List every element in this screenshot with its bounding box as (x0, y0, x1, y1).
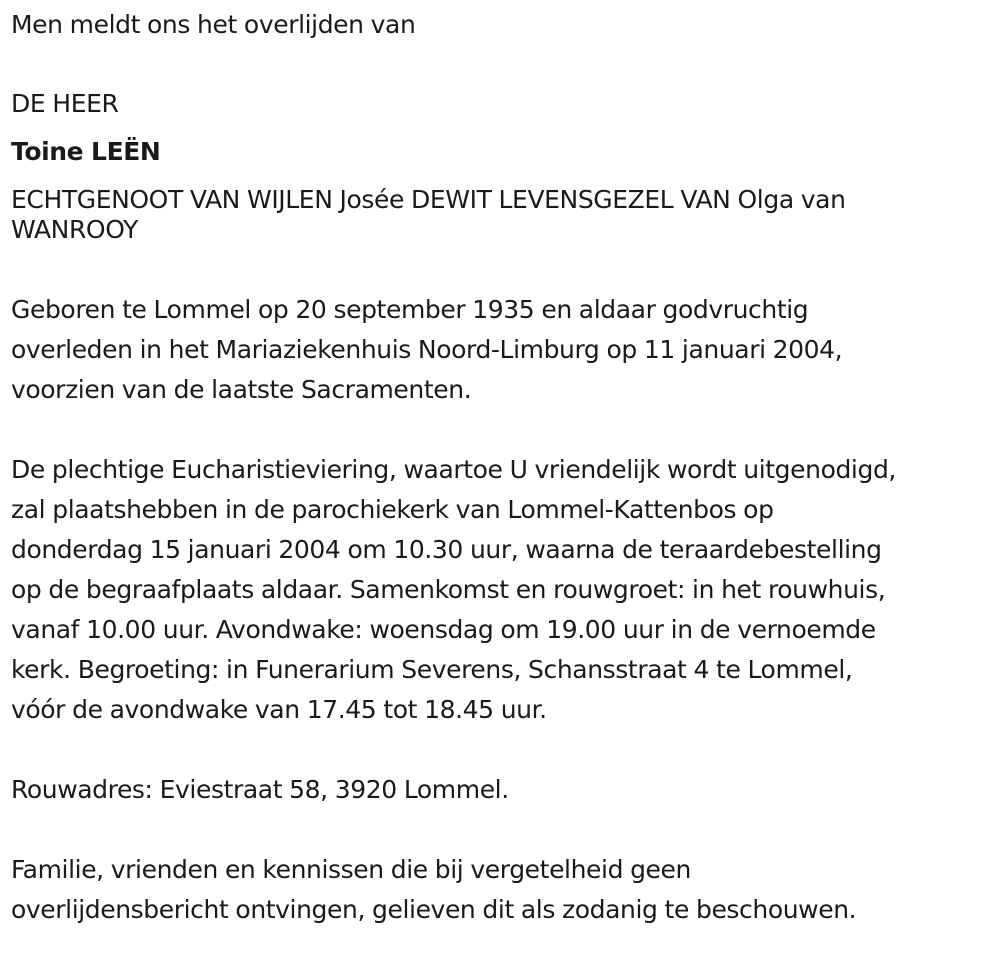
paragraph-line: zal plaatshebben in de parochiekerk van Lommel-Kattenbos op (11, 495, 774, 524)
paragraph-line: vóór de avondwake van 17.45 tot 18.45 uur. (11, 695, 547, 724)
relation-line: ECHTGENOOT VAN WIJLEN Josée DEWIT LEVENSGEZEL VAN Olga van (11, 185, 846, 214)
paragraph-line: overlijdensbericht ontvingen, gelieven dit als zodanig te beschouwen. (11, 895, 857, 924)
paragraph-line: De plechtige Eucharistieviering, waartoe U vriendelijk wordt uitgenodigd, (11, 455, 896, 484)
intro-text: Men meldt ons het overlijden van (11, 10, 416, 39)
address-paragraph (11, 770, 991, 810)
paragraph-line: donderdag 15 januari 2004 om 10.30 uur, waarna de teraardebestelling (11, 535, 882, 564)
paragraph-line: overleden in het Mariaziekenhuis Noord-Limburg op 11 januari 2004, (11, 335, 843, 364)
paragraph-line: vanaf 10.00 uur. Avondwake: woensdag om 19.00 uur in de vernoemde (11, 615, 876, 644)
ceremony-paragraph (11, 450, 991, 730)
honorific-title: DE HEER (11, 89, 119, 118)
birth-death-paragraph (11, 290, 991, 410)
closing-paragraph (11, 850, 991, 930)
paragraph-line: Geboren te Lommel op 20 september 1935 en aldaar godvruchtig (11, 295, 809, 324)
mourning-address: Rouwadres: Eviestraat 58, 3920 Lommel. (11, 775, 509, 804)
paragraph-line: kerk. Begroeting: in Funerarium Severens, Schansstraat 4 te Lommel, (11, 655, 853, 684)
death-notice (11, 0, 991, 930)
relation-paragraph (11, 180, 991, 250)
deceased-name: Toine LEËN (11, 137, 161, 166)
paragraph-line: op de begraafplaats aldaar. Samenkomst en rouwgroet: in het rouwhuis, (11, 575, 886, 604)
relation-line: WANROOY (11, 215, 138, 244)
paragraph-line: Familie, vrienden en kennissen die bij vergetelheid geen (11, 855, 691, 884)
paragraph-line: voorzien van de laatste Sacramenten. (11, 375, 472, 404)
